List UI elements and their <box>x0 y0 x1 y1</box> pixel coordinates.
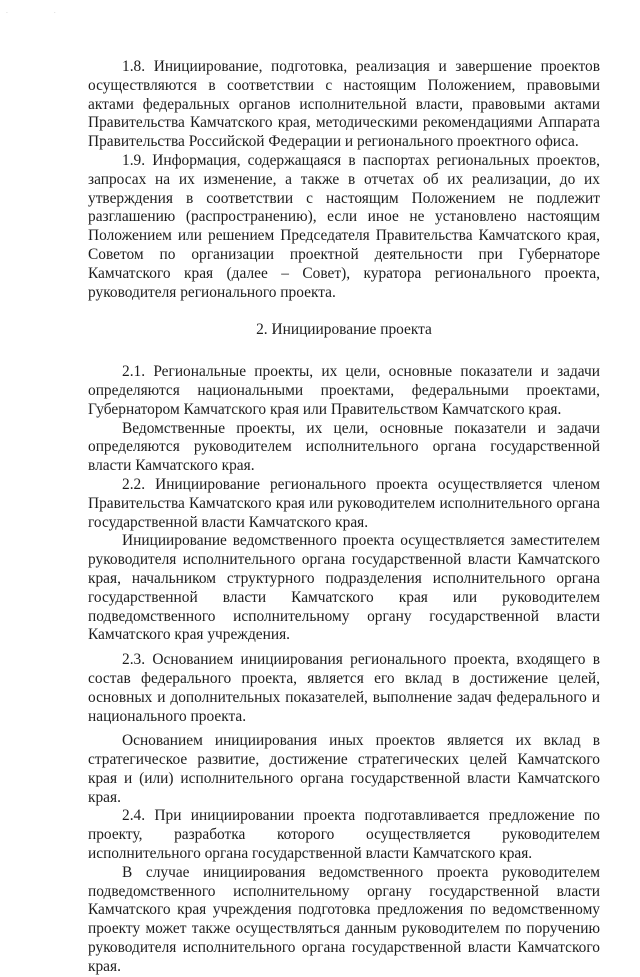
paragraph-2-4: 2.4. При инициировании проекта подготавливается предложение по проекту, разработка которого осуществляется руководителем исполнительного органа государственной власти Камчатского края. <box>88 807 600 863</box>
paragraph-2-3-other: Основанием инициирования иных проектов является их вклад в стратегическое развитие, достижение стратегических целей Камчатского края и (или) исполнительного органа государственной власти Камчатского края. <box>88 732 600 806</box>
paragraph-1-9: 1.9. Информация, содержащаяся в паспортах региональных проектов, запросах на их изменение, а также в отчетах об их реализации, до их утверждения в соответствии с настоящим Положением не подлежит разглашению (распространению), если иное не установлено настоящим Положением или решением Председателя Правительства Камчатского края, Советом по организации проектной деятельности при Губернаторе Камчатского края (далее – Совет), куратора регионального проекта, руководителя регионального проекта. <box>88 151 600 301</box>
paragraph-2-2-departmental: Инициирование ведомственного проекта осуществляется заместителем руководителя исполнительного органа государственной власти Камчатского края, начальником структурного подразделения исполнительного органа государственной власти Камчатского края или руководителем подведомственного исполнительному органу государственной власти Камчатского края учреждения. <box>88 532 600 644</box>
paragraph-2-4-departmental: В случае инициирования ведомственного проекта руководителем подведомственного исполнительному органу государственной власти Камчатского края учреждения подготовка предложения по ведомственному проекту может также осуществляться данным руководителем по поручению руководителя исполнительного органа государственной власти Камчатского края. <box>88 863 600 975</box>
paragraph-1-8: 1.8. Инициирование, подготовка, реализация и завершение проектов осуществляются в соответствии с настоящим Положением, правовыми актами федеральных органов исполнительной власти, правовыми актами Правительства Камчатского края, методическими рекомендациями Аппарата Правительства Российской Федерации и регионального проектного офиса. <box>88 58 600 151</box>
document-body <box>88 58 600 977</box>
section-2-heading: 2. Инициирование проекта <box>256 321 432 339</box>
paragraph-2-1-departmental: Ведомственные проекты, их цели, основные показатели и задачи определяются руководителем исполнительного органа государственной власти Камчатского края. <box>88 419 600 475</box>
paragraph-2-3: 2.3. Основанием инициирования регионального проекта, входящего в состав федерального проекта, является его вклад в достижение целей, основных и дополнительных показателей, выполнение задач федерального и национального проекта. <box>88 651 600 725</box>
scan-corner-marks: · · <box>6 10 78 17</box>
paragraph-2-1: 2.1. Региональные проекты, их цели, основные показатели и задачи определяются национальными проектами, федеральными проектами, Губернатором Камчатского края или Правительством Камчатского края. <box>88 363 600 418</box>
paragraph-2-2: 2.2. Инициирование регионального проекта осуществляется членом Правительства Камчатского края или руководителем исполнительного органа государственной власти Камчатского края. <box>88 475 600 531</box>
